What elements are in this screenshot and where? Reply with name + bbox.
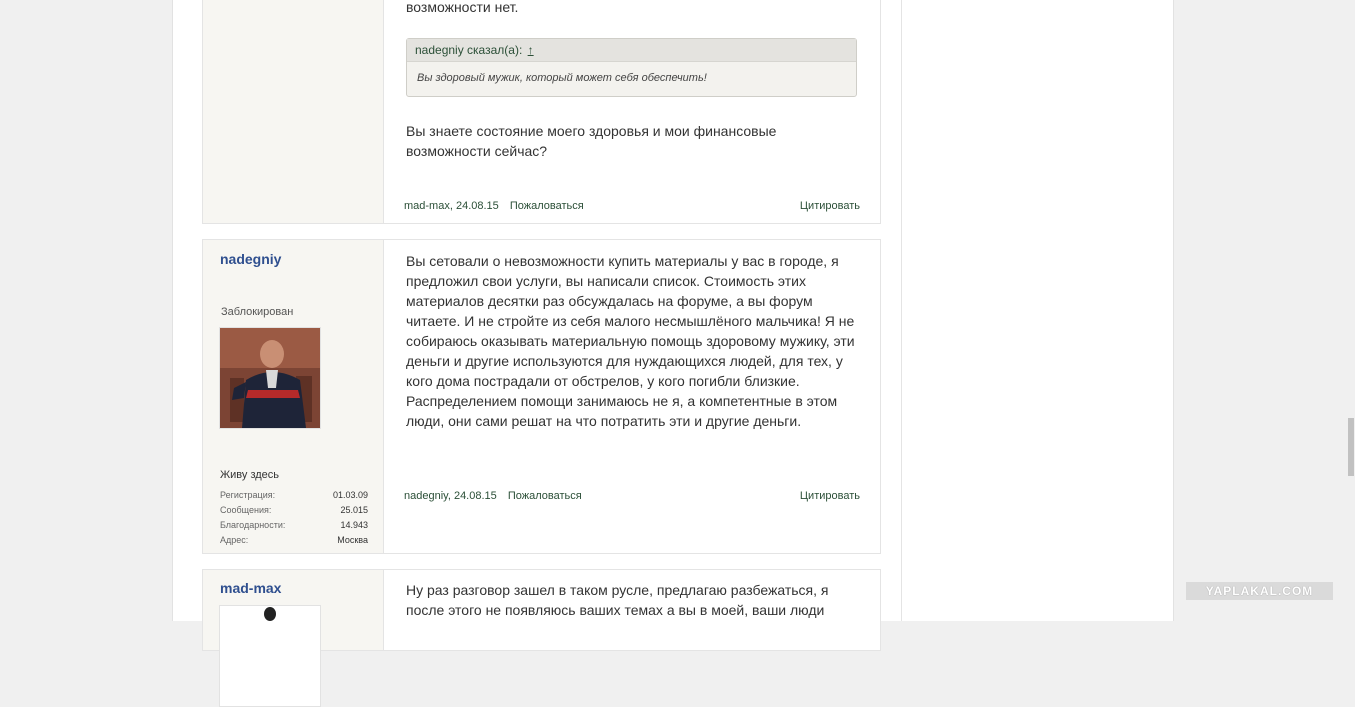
user-photo-icon [220, 606, 320, 706]
stat-row-messages [220, 503, 368, 518]
quote-author: nadegniy сказал(а): [415, 43, 523, 57]
report-link[interactable]: Пожаловаться [507, 490, 582, 502]
post-userinfo-column [203, 570, 384, 650]
scrollbar-thumb[interactable] [1348, 418, 1354, 476]
scrollbar[interactable] [1346, 0, 1355, 621]
username-link[interactable]: nadegniy [220, 251, 282, 267]
stat-row-thanks [220, 518, 368, 533]
stat-row-address [220, 533, 368, 548]
username-link[interactable]: mad-max [220, 580, 282, 596]
user-location: Живу здесь [220, 469, 280, 481]
post-userinfo-column [203, 0, 384, 223]
stat-value: 14.943 [340, 520, 368, 530]
post-text: возможности нет. [406, 0, 519, 15]
user-stats [220, 488, 368, 548]
post-text: Ну раз разговор зашел в таком русле, предлагаю разбежаться, я после этого не появляюсь ваших темах а вы в моей, ваши люди [406, 582, 829, 618]
user-avatar[interactable] [219, 327, 321, 429]
post-author-date[interactable]: nadegniy, 24.08.15 [404, 490, 497, 502]
user-status: Заблокирован [221, 306, 294, 318]
stat-label: Адрес: [220, 535, 249, 545]
forum-post-nadegniy [202, 239, 881, 554]
post-meta [404, 490, 582, 502]
quote-block [406, 38, 857, 97]
quote-button[interactable]: Цитировать [799, 490, 860, 502]
post-meta [404, 200, 584, 212]
user-photo-icon [220, 328, 320, 428]
forum-post-mad-max-2 [202, 569, 881, 651]
quote-button[interactable]: Цитировать [799, 200, 860, 212]
post-text: Вы знаете состояние моего здоровья и мои финансовые возможности сейчас? [406, 123, 777, 159]
stat-value: 25.015 [340, 505, 368, 515]
post-text: Вы сетовали о невозможности купить материалы у вас в городе, я предложил свои услуги, вы написали список. Стоимость этих материалов десятки раз обсуждалась на форуме, а вы форум читаете. И не стройте из себя малого несмышлёного мальчика! Я не собираюсь оказывать материальную помощь здоровому мужику, эти деньги и другие используются для нуждающихся людей, для тех, у кого дома пострадали от обстрелов, у кого погибли близкие. Распределением помощи занимаюсь не я, а компетентные в этом люди, они сами решат на что потратить эти и другие деньги. [406, 253, 855, 429]
site-watermark: YAPLAKAL.COM [1186, 582, 1333, 600]
stat-label: Благодарности: [220, 520, 286, 530]
right-sidebar [901, 0, 1172, 621]
stat-row-registration [220, 488, 368, 503]
stat-label: Сообщения: [220, 505, 272, 515]
stat-value: 01.03.09 [332, 490, 368, 500]
report-link[interactable]: Пожаловаться [509, 200, 584, 212]
quote-text: Вы здоровый мужик, который может себя обеспечить! [417, 72, 707, 84]
stat-value: Москва [337, 535, 368, 545]
forum-post-mad-max [202, 0, 881, 224]
post-userinfo-column [203, 240, 384, 553]
user-avatar[interactable] [219, 605, 321, 707]
quote-source-link[interactable]: ↑ [527, 43, 534, 57]
post-author-date[interactable]: mad-max, 24.08.15 [404, 200, 499, 212]
quote-header [407, 39, 856, 62]
stat-label: Регистрация: [220, 490, 276, 500]
